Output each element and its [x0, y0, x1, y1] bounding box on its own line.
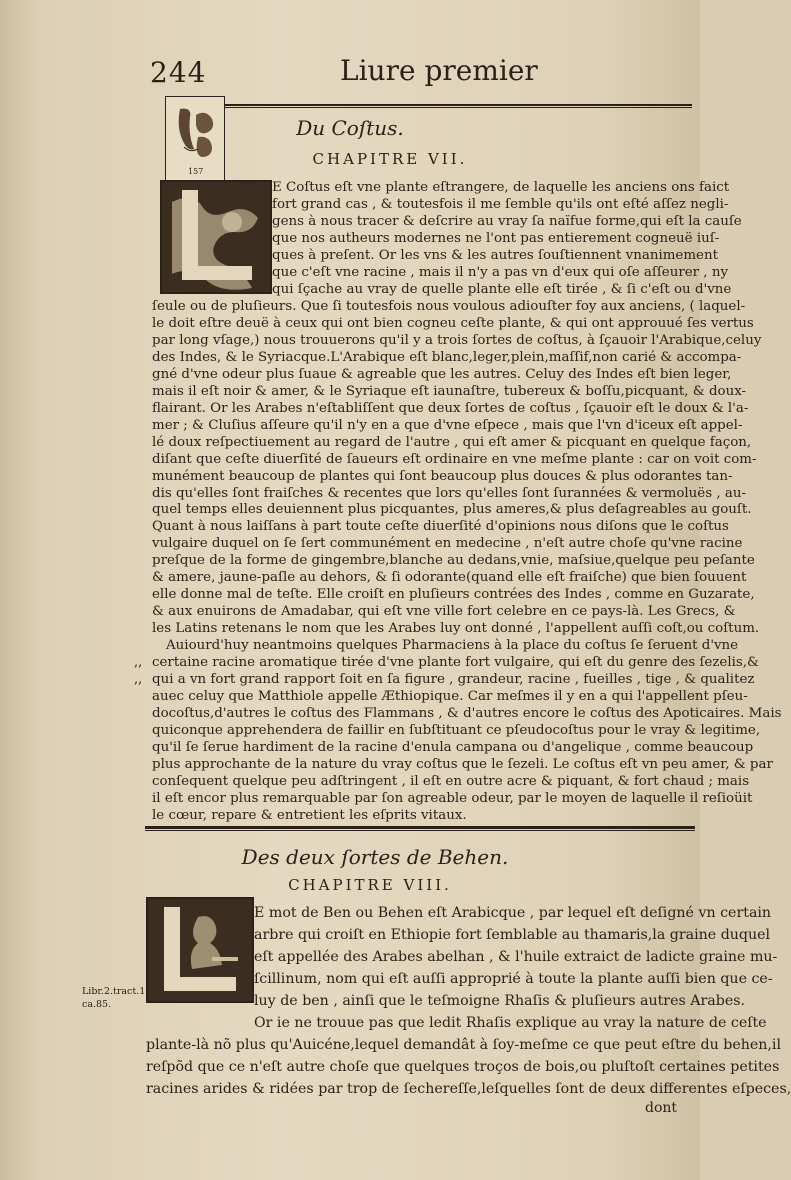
text-line: flairant. Or les Arabes n'eſtabliſſent que deux ſortes de coſtus , ſçauoir eſt le doux & l'a- — [152, 400, 749, 416]
text-line: & amere, jaune-paſle au dehors, & ſi odorante(quand elle eſt fraiſche) que bien ſouuent — [152, 570, 747, 586]
chapter-heading-vii: CHAPITRE VII. — [312, 150, 468, 168]
header-rule — [222, 104, 692, 106]
text-line: Auiourd'huy neantmoins quelques Pharmaciens à la place du coſtus ſe ſeruent d'vne — [166, 638, 739, 654]
text-line: qui ſçache au vray de quelle plante elle eſt tirée , & ſi c'eſt ou d'vne — [272, 281, 732, 297]
ornament-initial-icon — [162, 182, 270, 292]
text-line: E Coſtus eſt vne plante eſtrangere, de laquelle les anciens ons faict — [272, 180, 730, 195]
text-line: le doit eſtre deuë à ceux qui ont bien cogneu ceſte plante, & qui ont approuué ſes vertus — [152, 315, 754, 331]
decorated-initial-L-2 — [146, 897, 254, 1003]
text-line: preſque de la forme de gingembre,blanche au dedans,vnie, maſsiue,quelque peu peſante — [152, 553, 755, 569]
text-line: munément beaucoup de plantes qui ſont beaucoup plus douces & plus odorantes tan- — [152, 468, 733, 484]
text-line: quiconque apprehendera de faillir en ſubſtituant ce pſeudocoſtus pour le vray & legitime, — [152, 723, 761, 739]
chapter-heading-viii: CHAPITRE VIII. — [288, 876, 452, 894]
text-line: que c'eſt vne racine , mais il n'y a pas vn d'eux qui oſe aſſeurer , ny — [272, 264, 729, 280]
header-rule-thin — [222, 107, 692, 108]
text-line: docoſtus,d'autres le coſtus des Flammans , & d'autres encore le coſtus des Apoticaires. Mais — [152, 706, 782, 722]
text-line: qui a vn fort grand rapport ſoit en ſa figure , grandeur, racine , fueilles , tige , & qualitez — [152, 672, 755, 688]
text-line: arbre qui croiſt en Ethiopie fort ſemblable au thamaris,la graine duquel — [254, 927, 771, 943]
text-line: racines arides & ridées par trop de ſechereſſe,leſquelles ſont de deux differentes eſpeces, — [146, 1081, 791, 1097]
text-line: les Latins retenans le nom que les Arabes luy ont donné , l'appellent auſſi coſt,ou coſtum. — [152, 621, 760, 637]
margin-note — [82, 985, 148, 1011]
section-separator-thin — [145, 830, 695, 831]
quote-mark: ,, — [134, 672, 143, 688]
text-line: reſpõd que ce n'eſt autre choſe que quelques troços de bois,ou pluſtoſt certaines petites — [146, 1059, 780, 1075]
text-line: il eſt encor plus remarquable par ſon agreable odeur, par le moyen de laquelle il reſioüit — [152, 791, 753, 807]
figure-number: 157 — [188, 167, 204, 176]
margin-note-line: ca.85. — [82, 999, 112, 1010]
text-line: des Indes, & le Syriacque.L'Arabique eſt blanc,leger,plein,maſſif,non carié & accompa- — [152, 349, 742, 365]
text-line: E mot de Ben ou Behen eſt Arabicque , par lequel eſt deſigné vn certain — [254, 905, 772, 921]
section-separator — [145, 826, 695, 829]
text-line: conſequent quelque peu adſtringent , il eſt en outre acre & piquant, & fort chaud ; mais — [152, 774, 750, 790]
text-line: le cœur, repare & entretient les eſprits vitaux. — [152, 808, 467, 823]
text-line: quel temps elles deuiennent plus picquantes, plus ameres,& plus deſagreables au gouſt. — [152, 502, 752, 518]
text-line: auec celuy que Matthiole appelle Æthiopique. Car meſmes il y en a qui l'appellent pſeu- — [152, 689, 748, 705]
text-line: mer ; & Cluſius aſſeure qu'il n'y en a que d'vne eſpece , mais que l'vn d'iceux eſt appel- — [152, 417, 743, 433]
section-title-behen: Des deux ſortes de Behen. — [241, 845, 509, 869]
text-line: mais il eſt noir & amer, & le Syriaque eſt iaunaſtre, tubereux & boſſu,picquant, & doux- — [152, 383, 747, 399]
text-line: ques à preſent. Or les vns & les autres ſouſtiennent vnanimement — [272, 247, 718, 263]
decorated-initial-L — [160, 180, 272, 294]
text-line: qu'il ſe ſerue hardiment de la racine d'enula campana ou d'angelique , comme beaucoup — [152, 740, 754, 756]
text-line: par long vſage,) nous trouuerons qu'il y a trois ſortes de coſtus, à ſçauoir l'Arabique,celuy — [152, 332, 762, 348]
section-title-costus: Du Coſtus. — [296, 116, 404, 140]
text-line: certaine racine aromatique tirée d'vne plante fort vulgaire, qui eſt du genre des ſezelis,& — [152, 655, 759, 671]
text-line: ſeule ou de pluſieurs. Que ſi toutesfois nous voulous adiouſter foy aux anciens, ( laquel- — [152, 298, 746, 314]
text-line: lé doux reſpectiuement au regard de l'autre , qui eſt amer & picquant en quelque façon, — [152, 434, 752, 450]
text-line: ſcillinum, nom qui eſt auſſi approprié à toute la plante auſſi bien que ce- — [254, 971, 773, 987]
text-line: elle donne mal de teſte. Elle croiſt en pluſieurs contrées des Indes , comme en Guzarate, — [152, 587, 755, 603]
quote-mark: ,, — [134, 655, 143, 671]
text-line: gens à nous tracer & deſcrire au vray ſa naïfue forme,qui eſt la cauſe — [272, 213, 742, 229]
text-line: que nos autheurs modernes ne l'ont pas entierement cogneuë iuſ- — [272, 230, 720, 246]
catchword: dont — [645, 1100, 678, 1116]
text-line: dis qu'elles ſont fraiſches & recentes que lors qu'elles ſont ſurannées & vermoluës , au- — [152, 485, 746, 501]
plant-figure-157 — [165, 96, 225, 184]
ornament-initial-scholar-icon — [148, 899, 252, 1001]
margin-note-line: Libr.2.tract.1. — [82, 986, 149, 997]
text-line: & aux enuirons de Amadabar, qui eſt vne ville fort celebre en ce pays-là. Les Grecs, & — [152, 604, 736, 620]
text-line: fort grand cas , & toutesfois il me ſemble qu'ils ont eſté aſſez negli- — [272, 196, 729, 212]
text-line: plus approchante de la nature du vray coſtus que le ſezeli. Le coſtus eſt vn peu amer, & par — [152, 757, 773, 773]
text-line: luy de ben , ainſi que le teſmoigne Rhaſis & pluſieurs autres Arabes. — [254, 993, 746, 1009]
page-number: 244 — [150, 56, 207, 89]
running-title: Liure premier — [340, 54, 538, 87]
text-line: Or ie ne trouue pas que ledit Rhaſis explique au vray la nature de ceſte — [254, 1015, 767, 1031]
text-line: diſant que ceſte diuerſité de ſaueurs eſt ordinaire en vne meſme plante : car on voit com- — [152, 451, 757, 467]
text-line: plante-là nõ plus qu'Auicéne,lequel demandât à ſoy-meſme ce que peut eſtre du behen,il — [146, 1037, 781, 1053]
text-line: Quant à nous laiſſans à part toute ceſte diuerſité d'opinions nous diſons que le coſtus — [152, 519, 729, 535]
text-line: eſt appellée des Arabes abelhan , & l'huile extraict de ladicte graine mu- — [254, 949, 778, 965]
text-line: vulgaire duquel on ſe ſert communément en medecine , n'eſt autre choſe qu'vne racine — [152, 536, 743, 552]
text-line: gné d'vne odeur plus ſuaue & agreable que les autres. Celuy des Indes eſt bien leger, — [152, 366, 732, 382]
